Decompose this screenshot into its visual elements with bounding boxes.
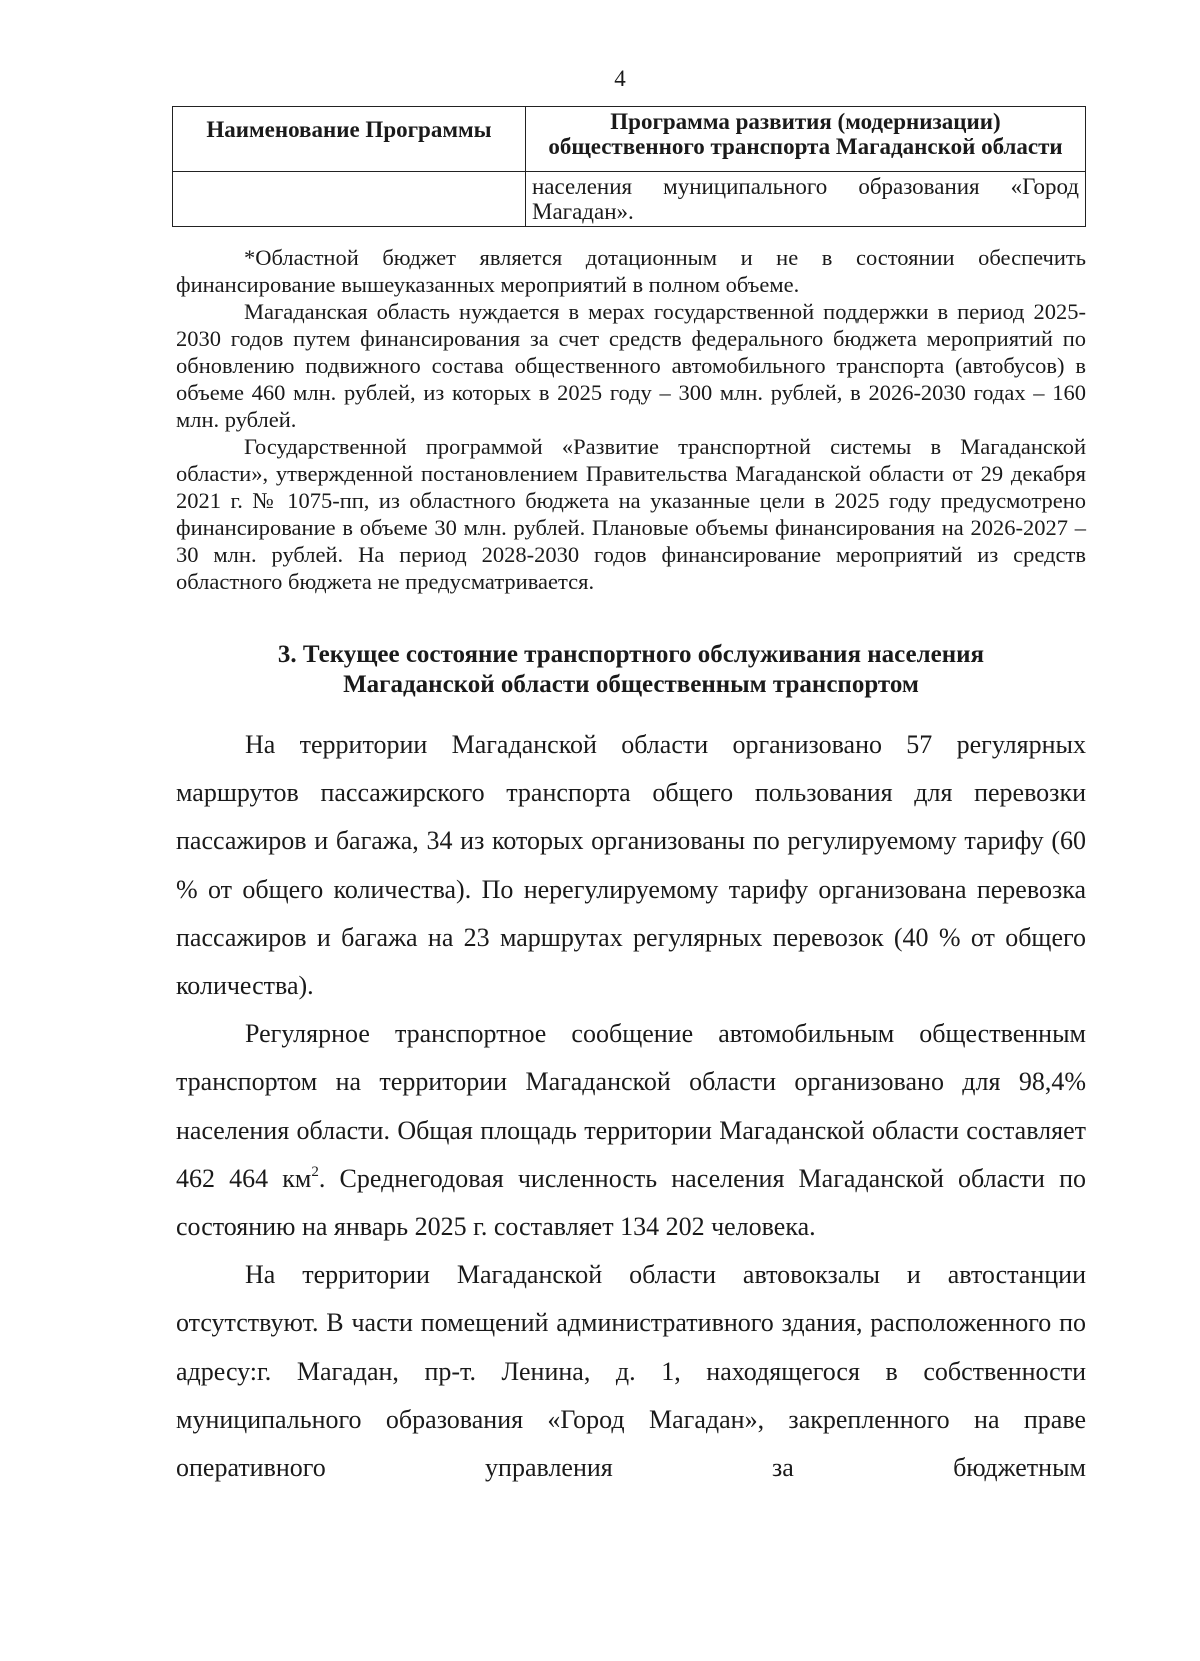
- table-cell-left: [173, 172, 526, 227]
- superscript-2: 2: [311, 1163, 319, 1180]
- page-number: 4: [614, 66, 626, 91]
- section-title-line-2: Магаданской области общественным транспортом: [343, 671, 919, 698]
- support-paragraph: Магаданская область нуждается в мерах государственной поддержки в период 2025-2030 годов путем финансирования за счет средств федерального бюджета мероприятий по обновлению подвижного состава общественного автомобильного транспорта (автобусов) в объеме 460 млн. рублей, из которых в 2025 году – 300 млн. рублей, в 2026-2030 годах – 160 млн. рублей.: [176, 299, 1086, 432]
- bus-stations-paragraph: На территории Магаданской области автовокзалы и автостанции отсутствуют. В части помещений административного здания, расположенного по адресу:г. Магадан, пр-т. Ленина, д. 1, находящегося в собственности муниципального образования «Город Магадан», закрепленного на праве оперативного управления за бюджетным: [176, 1260, 1086, 1483]
- section-title: [176, 640, 1086, 700]
- section-title-line-1: 3. Текущее состояние транспортного обслуживания населения: [277, 641, 985, 668]
- program-table: [172, 106, 1086, 227]
- routes-paragraph: На территории Магаданской области организовано 57 регулярных маршрутов пассажирского транспорта общего пользования для перевозки пассажиров и багажа, 34 из которых организованы по регулируемому тарифу (60 % от общего количества). По нерегулируемому тарифу организована перевозка пассажиров и багажа на 23 маршрутах регулярных перевозок (40 % от общего количества).: [176, 730, 1086, 1001]
- population-paragraph: [176, 1010, 1086, 1251]
- notes-block: [176, 244, 1086, 595]
- table-header-row: [173, 107, 1086, 172]
- footnote-paragraph: *Областной бюджет является дотационным и не в состоянии обеспечить финансирование вышеуказанных мероприятий в полном объеме.: [176, 245, 1086, 297]
- population-text: Регулярное транспортное сообщение автомобильным общественным транспортом на территории Магаданской области организовано для 98,4% населения области. Общая площадь территории Магаданской области составляет 462 464 км: [176, 1019, 1086, 1193]
- table-header-right: Программа развития (модернизации) общественного транспорта Магаданской области: [526, 107, 1086, 172]
- body-text: [176, 721, 1086, 1492]
- table-header-left: Наименование Программы: [173, 107, 526, 172]
- population-text-end: . Среднегодовая численность населения Магаданской области по состоянию на январь 2025 г. составляет 134 202 человека.: [176, 1163, 1086, 1242]
- state-program-paragraph: Государственной программой «Развитие транспортной системы в Магаданской области», утвержденной постановлением Правительства Магаданской области от 29 декабря 2021 г. № 1075-пп, из областного бюджета на указанные цели в 2025 году предусмотрено финансирование в объеме 30 млн. рублей. Плановые объемы финансирования на 2026-2027 – 30 млн. рублей. На период 2028-2030 годов финансирование мероприятий из средств областного бюджета не предусматривается.: [176, 434, 1086, 594]
- table-cell-right: населения муниципального образования «Город Магадан».: [526, 172, 1086, 227]
- table-row: [173, 172, 1086, 227]
